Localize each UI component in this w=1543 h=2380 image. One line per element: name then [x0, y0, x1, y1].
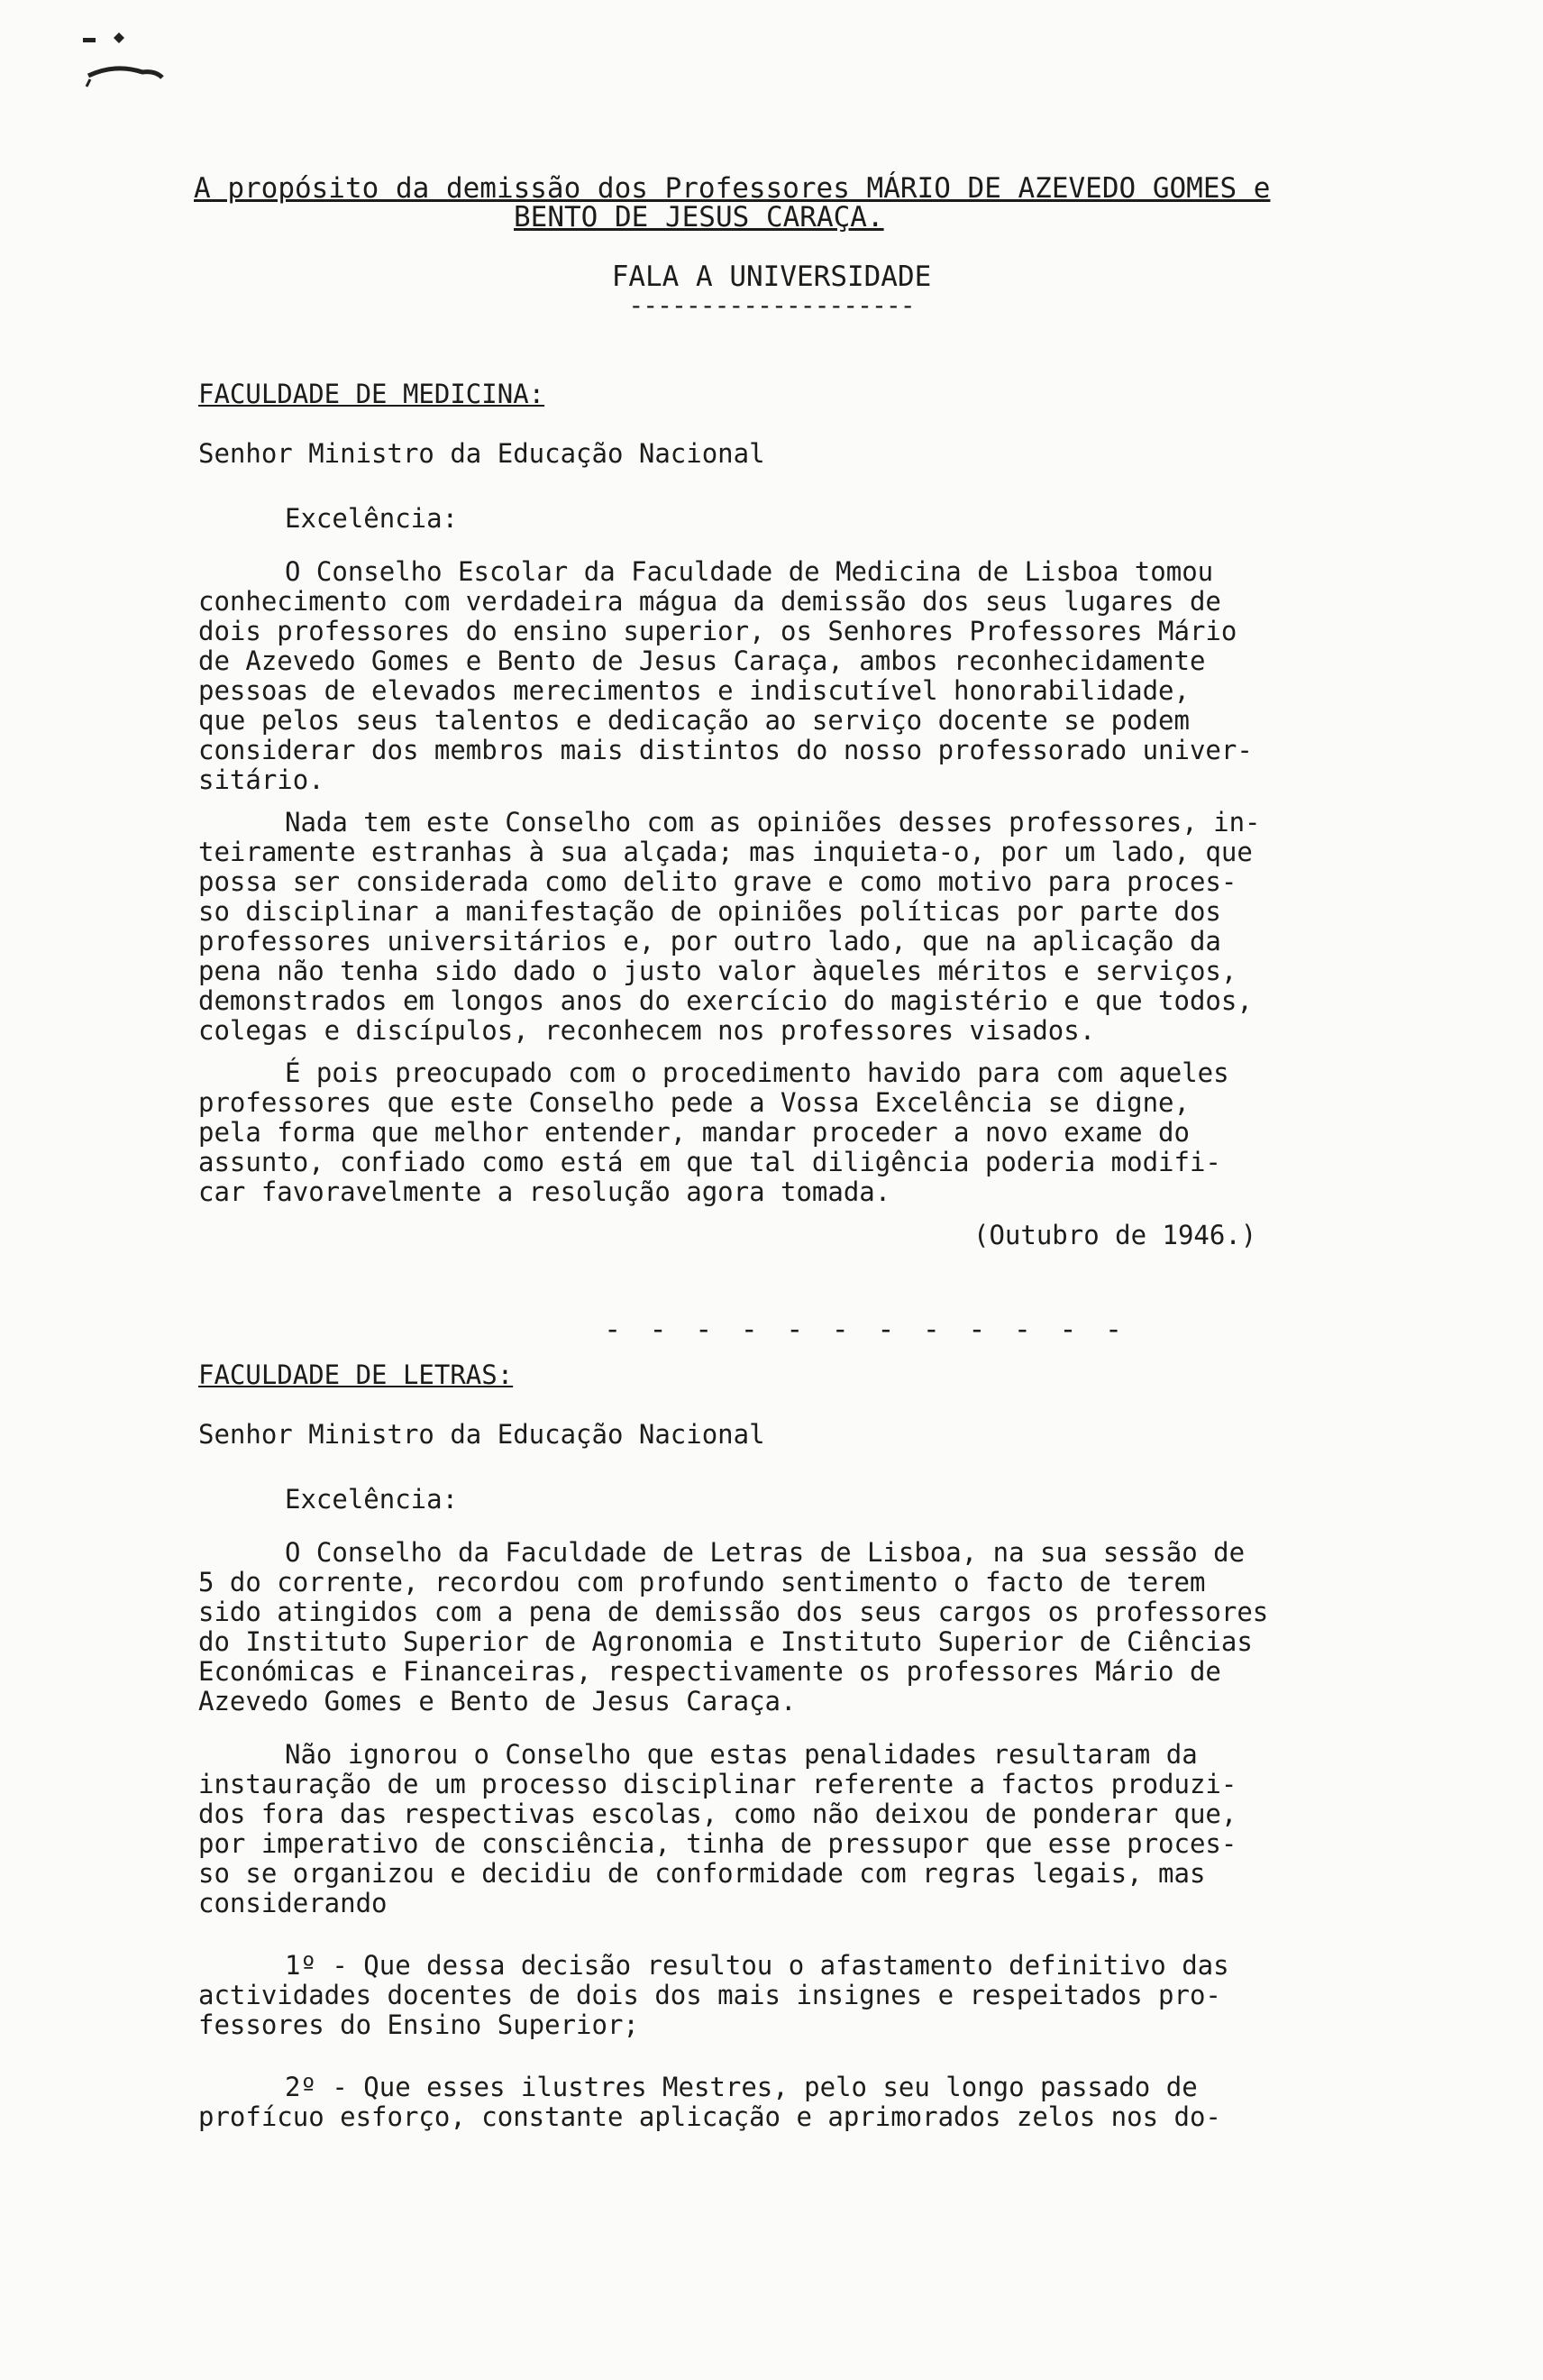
text-line: que pelos seus talentos e dedicação ao serviço docente se podem: [198, 705, 1190, 736]
addressee: Senhor Ministro da Educação Nacional: [198, 438, 765, 469]
text-line: professores universitários e, por outro lado, que na aplicação da: [198, 926, 1221, 957]
text-line: 5 do corrente, recordou com profundo sentimento o facto de terem: [198, 1567, 1206, 1597]
text-line: O Conselho Escolar da Faculdade de Medicina de Lisboa tomou: [285, 556, 1214, 587]
text-line: por imperativo de consciência, tinha de pressupor que esse proces-: [198, 1828, 1237, 1859]
text-line: pessoas de elevados merecimentos e indiscutível honorabilidade,: [198, 675, 1190, 706]
paragraph: [198, 2073, 1442, 2132]
paragraph: [198, 1951, 1442, 2040]
text-line: possa ser considerada como delito grave e como motivo para proces-: [198, 866, 1237, 897]
text-line: colegas e discípulos, reconhecem nos professores visados.: [198, 1015, 1096, 1046]
paragraph: [198, 1538, 1442, 1716]
text-line: sitário.: [198, 764, 324, 795]
text-line: actividades docentes de dois dos mais insignes e respeitados pro-: [198, 1980, 1221, 2010]
document-subtitle: FALA A UNIVERSIDADE: [611, 261, 932, 293]
text-line: O Conselho da Faculdade de Letras de Lisboa, na sua sessão de: [285, 1537, 1246, 1568]
section-heading: FACULDADE DE MEDICINA:: [198, 379, 545, 409]
ink-mark: [81, 27, 189, 99]
text-line: instauração de um processo disciplinar referente a factos produzi-: [198, 1769, 1237, 1799]
text-line: car favoravelmente a resolução agora tomada.: [198, 1176, 891, 1207]
date-line: (Outubro de 1946.): [973, 1220, 1257, 1250]
section-letras: [198, 1359, 1442, 2132]
text-line: demonstrados em longos anos do exercício do magistério e que todos,: [198, 985, 1253, 1016]
document-title-line1: A propósito da demissão dos Professores MÁRIO DE AZEVEDO GOMES e: [194, 172, 1271, 205]
paragraph: [198, 1058, 1442, 1207]
paragraph: [198, 557, 1442, 795]
text-line: do Instituto Superior de Agronomia e Instituto Superior de Ciências: [198, 1626, 1253, 1657]
text-line: professores que este Conselho pede a Vossa Excelência se digne,: [198, 1087, 1190, 1118]
text-line: Nada tem este Conselho com as opiniões desses professores, in-: [285, 807, 1261, 838]
document-title-line2: BENTO DE JESUS CARAÇA.: [514, 201, 884, 233]
section-divider: - - - - - - - - - - - -: [604, 1312, 1128, 1346]
text-line: so disciplinar a manifestação de opiniões políticas por parte dos: [198, 896, 1221, 927]
section-heading: FACULDADE DE LETRAS:: [198, 1359, 514, 1390]
text-line: 2º - Que esses ilustres Mestres, pelo seu longo passado de: [285, 2072, 1198, 2102]
paragraph: [198, 808, 1442, 1046]
text-line: Económicas e Financeiras, respectivamente os professores Mário de: [198, 1656, 1221, 1687]
text-line: considerar dos membros mais distintos do nosso professorado univer-: [198, 735, 1253, 765]
paragraph: [198, 1740, 1442, 1918]
section-medicina: [198, 379, 1442, 1250]
text-line: Não ignorou o Conselho que estas penalidades resultaram da: [285, 1739, 1198, 1770]
text-line: considerando: [198, 1888, 388, 1918]
salutation: Excelência:: [285, 1484, 459, 1515]
text-line: dois professores do ensino superior, os Senhores Professores Mário: [198, 616, 1237, 646]
text-line: so se organizou e decidiu de conformidade com regras legais, mas: [198, 1858, 1206, 1889]
text-line: assunto, confiado como está em que tal diligência poderia modifi-: [198, 1147, 1221, 1177]
text-line: sido atingidos com a pena de demissão dos seus cargos os professores: [198, 1597, 1269, 1627]
subtitle-rule: --------------------: [628, 290, 915, 320]
text-line: fessores do Ensino Superior;: [198, 2009, 639, 2040]
text-line: de Azevedo Gomes e Bento de Jesus Caraça, ambos reconhecidamente: [198, 645, 1206, 676]
text-line: É pois preocupado com o procedimento havido para com aqueles: [285, 1057, 1229, 1088]
addressee: Senhor Ministro da Educação Nacional: [198, 1419, 765, 1450]
text-line: pena não tenha sido dado o justo valor àqueles méritos e serviços,: [198, 956, 1237, 986]
text-line: teiramente estranhas à sua alçada; mas inquieta-o, por um lado, que: [198, 837, 1253, 867]
text-line: pela forma que melhor entender, mandar proceder a novo exame do: [198, 1117, 1190, 1148]
salutation: Excelência:: [285, 503, 459, 534]
text-line: dos fora das respectivas escolas, como não deixou de ponderar que,: [198, 1799, 1237, 1829]
text-line: profícuo esforço, constante aplicação e aprimorados zelos nos do-: [198, 2101, 1221, 2132]
text-line: conhecimento com verdadeira mágua da demissão dos seus lugares de: [198, 586, 1221, 617]
text-line: 1º - Que dessa decisão resultou o afastamento definitivo das: [285, 1950, 1229, 1981]
text-line: Azevedo Gomes e Bento de Jesus Caraça.: [198, 1686, 797, 1716]
